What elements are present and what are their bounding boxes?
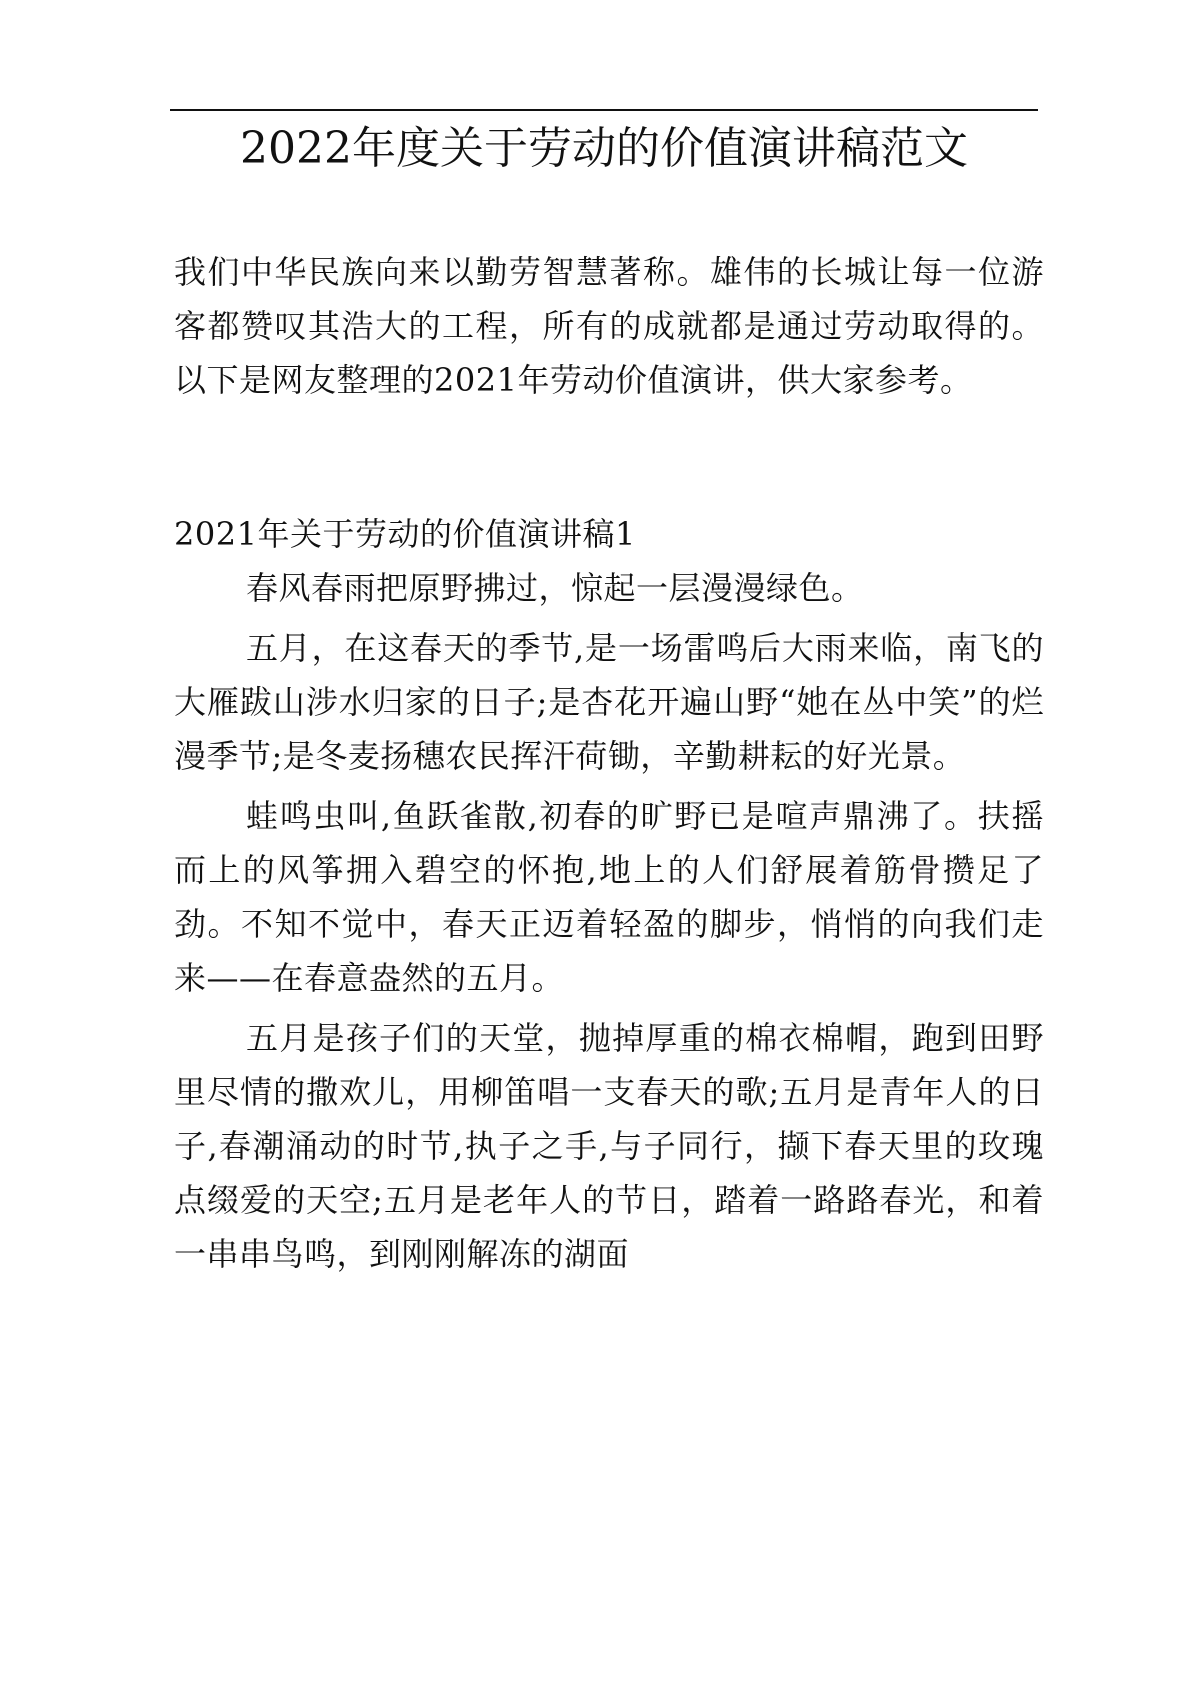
- intro-paragraph: 我们中华民族向来以勤劳智慧著称。雄伟的长城让每一位游客都赞叹其浩大的工程，所有的成就都是通过劳动取得的。以下是网友整理的2021年劳动价值演讲，供大家参考。: [174, 253, 1044, 399]
- body-paragraph-1: 春风春雨把原野拂过，惊起一层漫漫绿色。: [246, 569, 864, 607]
- header-rule: [170, 109, 1038, 111]
- body-paragraph-2: 五月，在这春天的季节,是一场雷鸣后大雨来临，南飞的大雁跋山涉水归家的日子;是杏花开遍山野“她在丛中笑”的烂漫季节;是冬麦扬穗农民挥汗荷锄，辛勤耕耘的好光景。: [174, 629, 1044, 775]
- section-heading: 2021年关于劳动的价值演讲稿1: [174, 515, 636, 553]
- body-paragraph-4: 五月是孩子们的天堂，抛掉厚重的棉衣棉帽，跑到田野里尽情的撒欢儿，用柳笛唱一支春天的歌;五月是青年人的日子,春潮涌动的时节,执子之手,与子同行，撷下春天里的玫瑰点缀爱的天空;五月是老年人的节日，踏着一路路春光，和着一串串鸟鸣，到刚刚解冻的湖面: [174, 1019, 1044, 1273]
- body-paragraph-3: 蛙鸣虫叫,鱼跃雀散,初春的旷野已是喧声鼎沸了。扶摇而上的风筝拥入碧空的怀抱,地上的人们舒展着筋骨攒足了劲。不知不觉中，春天正迈着轻盈的脚步，悄悄的向我们走来——在春意盎然的五月。: [174, 797, 1044, 997]
- document-title: 2022年度关于劳动的价值演讲稿范文: [240, 123, 968, 174]
- document-body: [174, 245, 1044, 1281]
